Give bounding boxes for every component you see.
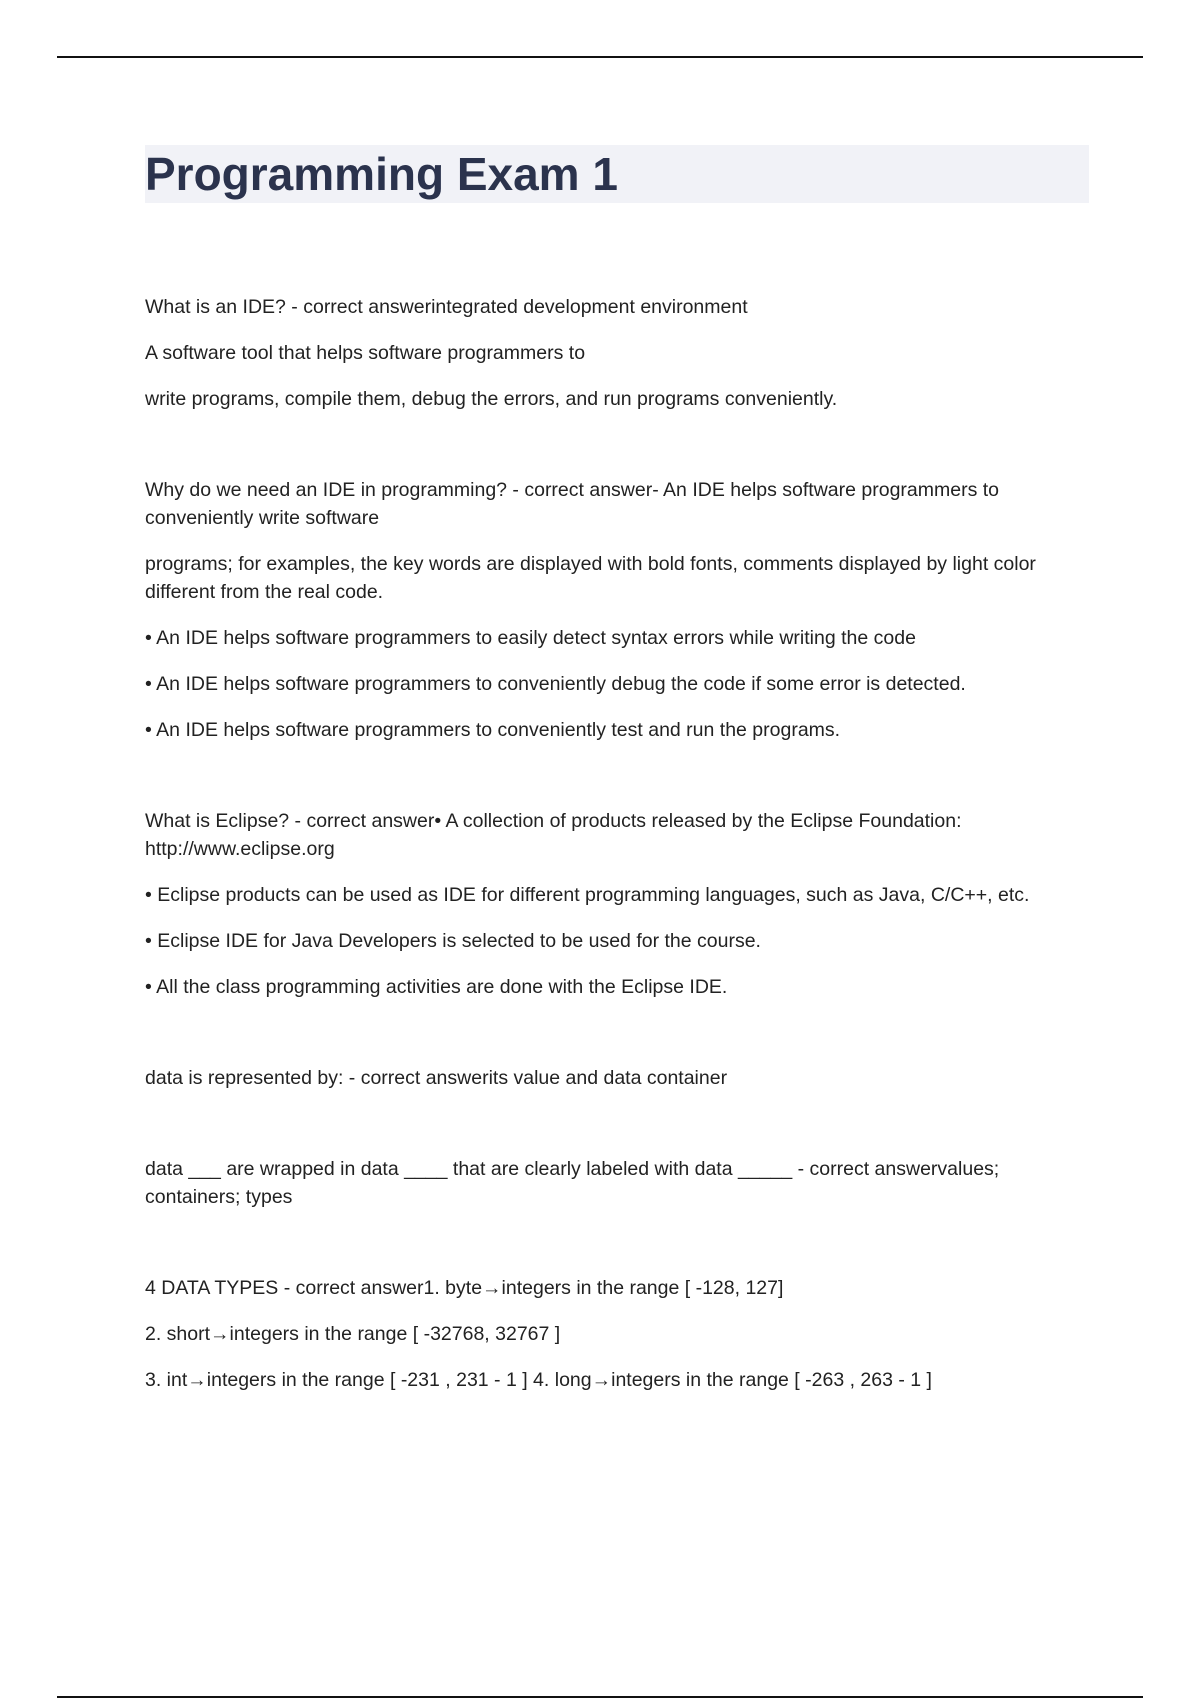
document-body [145,293,1085,1394]
why-ide-bullet-1: • An IDE helps software programmers to easily detect syntax errors while writing the code [145,624,1085,652]
ide-answer-line-1: A software tool that helps software programmers to [145,342,586,364]
eclipse-bullet-1: • Eclipse products can be used as IDE for different programming languages, such as Java, C/C++, etc. [145,881,1085,909]
why-ide-question: Why do we need an IDE in programming? - correct answer- An IDE helps software programmers to conveniently write software [145,479,1000,529]
why-ide-bullet-3: • An IDE helps software programmers to conveniently test and run the programs. [145,716,1085,744]
data-representation-question: data is represented by: - correct answerits value and data container [145,1067,728,1089]
page-title: Programming Exam 1 [145,148,618,200]
page-bottom-rule [57,1696,1143,1698]
eclipse-bullet-3: • All the class programming activities are done with the Eclipse IDE. [145,973,1085,1001]
data-types-line-1: 2. short→integers in the range [ -32768, 32767 ] [145,1323,561,1345]
why-ide-answer-line-1: programs; for examples, the key words are displayed with bold fonts, comments displayed by light color different from the real code. [145,553,1036,603]
data-types-question: 4 DATA TYPES - correct answer1. byte→integers in the range [ -128, 127] [145,1277,784,1299]
why-ide-bullet-2: • An IDE helps software programmers to conveniently debug the code if some error is detected. [145,670,1085,698]
data-wrapping-question: data ___ are wrapped in data ____ that are clearly labeled with data _____ - correct answervalues; containers; types [145,1158,1000,1208]
ide-question: What is an IDE? - correct answerintegrated development environment [145,296,748,318]
eclipse-bullet-2: • Eclipse IDE for Java Developers is selected to be used for the course. [145,927,1085,955]
eclipse-question: What is Eclipse? - correct answer• A collection of products released by the Eclipse Foundation: http://www.eclipse.org [145,810,962,860]
ide-answer-line-2: write programs, compile them, debug the errors, and run programs conveniently. [145,388,838,410]
data-types-line-2: 3. int→integers in the range [ -231 , 231 - 1 ] 4. long→integers in the range [ -263 , 263 - 1 ] [145,1369,932,1391]
page-top-rule [57,56,1143,58]
